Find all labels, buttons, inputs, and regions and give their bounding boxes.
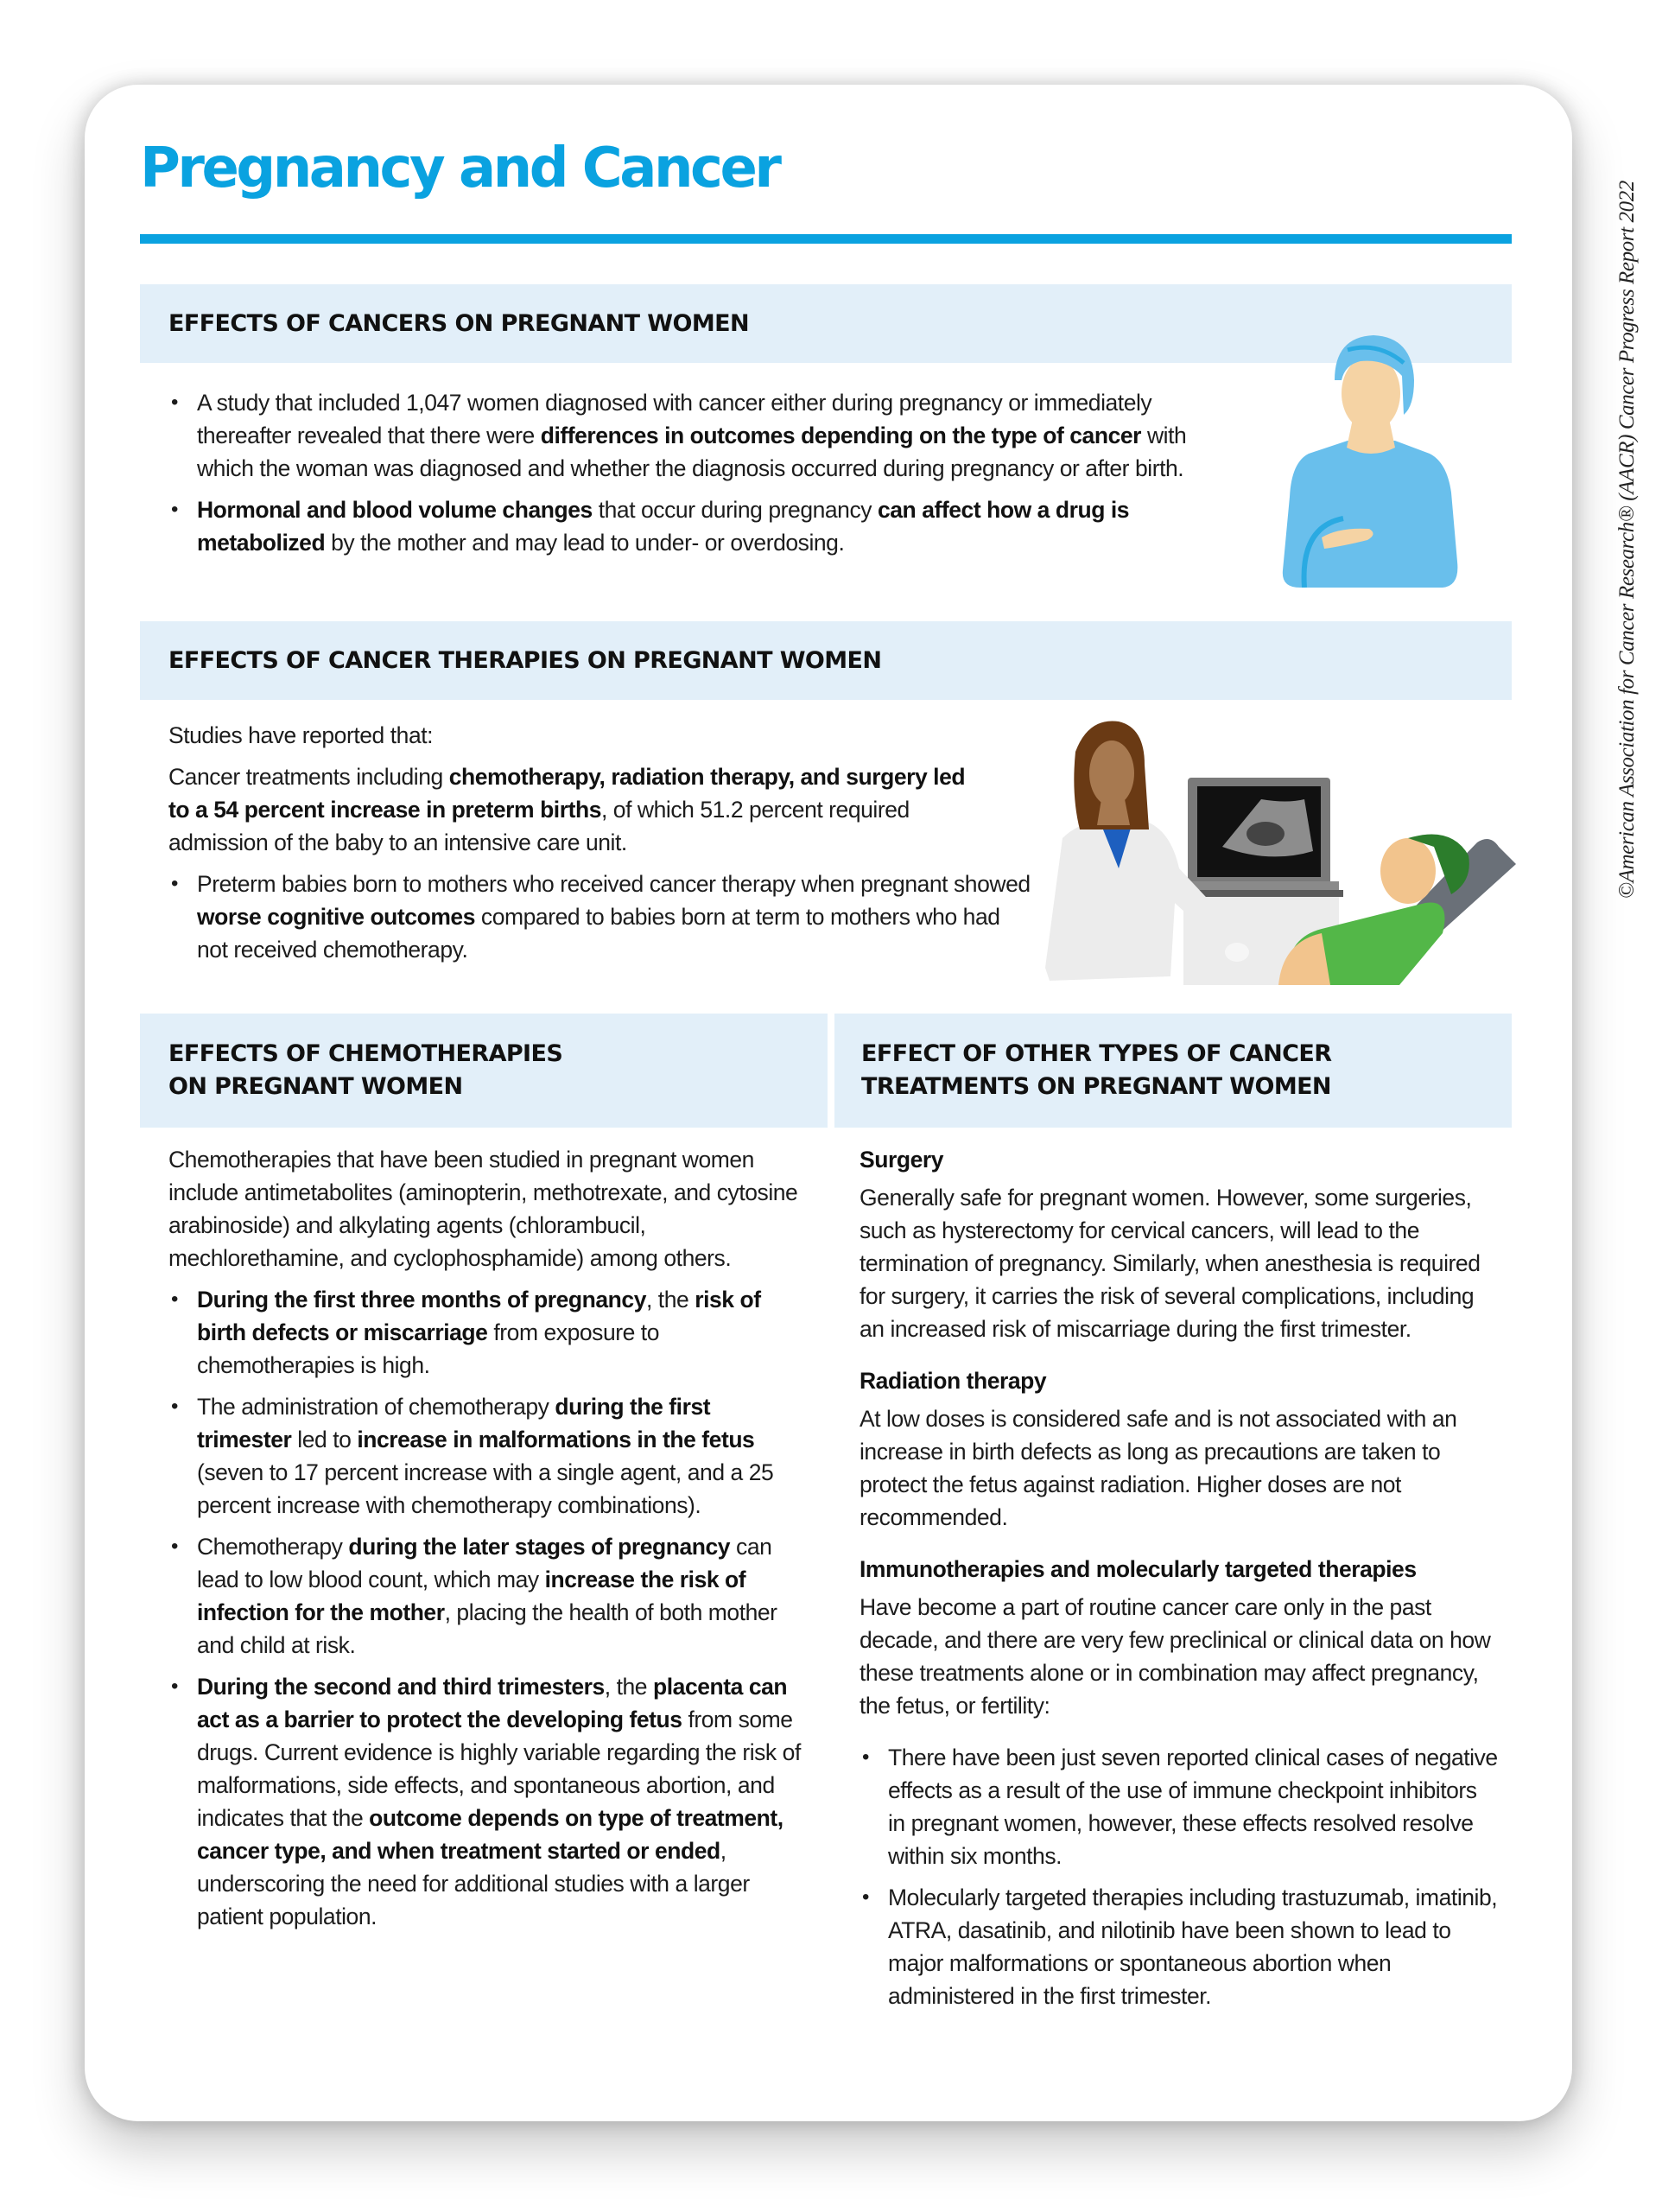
emphasis-text: Hormonal and blood volume changes	[197, 497, 593, 523]
emphasis-text: increase the risk of infection for the mother	[197, 1567, 746, 1625]
copyright-notice: ©American Association for Cancer Research® (AACR) Cancer Progress Report 2022	[1615, 181, 1639, 899]
emphasis-text: risk of birth defects or miscarriage	[197, 1287, 761, 1345]
intro-text: Studies have reported that:	[168, 722, 434, 748]
section-heading-line: EFFECT OF OTHER TYPES OF CANCER	[861, 1040, 1332, 1067]
text-run: , the	[604, 1674, 653, 1700]
preterm-births-paragraph	[168, 760, 972, 859]
section-heading-line: EFFECTS OF CHEMOTHERAPIES	[168, 1040, 563, 1067]
section-heading-line: TREATMENTS ON PREGNANT WOMEN	[861, 1073, 1331, 1100]
text-run: Cancer treatments including	[168, 764, 449, 790]
chemotherapies-intro: Chemotherapies that have been studied in pregnant women include antimetabolites (aminopterin, methotrexate, and cytosine arabinoside) and alkylating agents (chlorambucil, mechlorethamine, and cyclophosphamide) among others.	[168, 1147, 798, 1271]
text-run: that occur during pregnancy	[592, 497, 878, 523]
list-item	[168, 386, 1248, 485]
section-heading-other-treatments	[834, 1014, 1512, 1128]
bullet-list	[168, 1283, 808, 1933]
emphasis-text: outcome depends on type of treatment, cancer type, and when treatment started or ended	[197, 1805, 783, 1864]
pregnant-woman-illustration	[1274, 311, 1469, 588]
ultrasound-probe	[1225, 943, 1249, 962]
section-body-therapies	[168, 719, 1032, 975]
emphasis-text: During the second and third trimesters	[197, 1674, 605, 1700]
list-item	[168, 1530, 808, 1662]
list-item	[168, 1283, 808, 1382]
bullet-list	[168, 868, 1032, 966]
emphasis-text: during the later stages of pregnancy	[348, 1534, 731, 1560]
radiation-text: At low doses is considered safe and is not associated with an increase in birth defects as long as precautions are taken to protect the fetus against radiation. Higher doses are not recommended.	[860, 1406, 1457, 1530]
text-run: Preterm babies born to mothers who received cancer therapy when pregnant showed	[197, 871, 1031, 897]
list-item	[168, 1390, 808, 1522]
ultrasound-exam-illustration	[1028, 717, 1520, 985]
text-run: (seven to 17 percent increase with a single agent, and a 25 percent increase with chemotherapy combinations).	[197, 1459, 774, 1518]
emphasis-text: During the first three months of pregnancy	[197, 1287, 646, 1313]
section-body-chemotherapies	[168, 1143, 808, 1942]
section-heading-chemotherapies	[140, 1014, 828, 1128]
text-run: compared to babies born at term to mothers who had not received chemotherapy.	[197, 904, 1000, 963]
text-run: , of which 51.2 percent required admission of the baby to an intensive care unit.	[168, 797, 910, 855]
immunotherapy-text: Have become a part of routine cancer care only in the past decade, and there are very few preclinical or clinical data on how these treatments alone or in combination may affect pregnancy, the fetus, or fertility:	[860, 1594, 1491, 1719]
list-item	[168, 1670, 808, 1933]
title-divider	[140, 234, 1512, 244]
radiation-subheading: Radiation therapy	[860, 1368, 1047, 1394]
text-run: with which the woman was diagnosed and whether the diagnosis occurred during pregnancy or after birth.	[197, 423, 1187, 481]
text-run: , the	[645, 1287, 695, 1313]
doctor-face	[1089, 741, 1134, 806]
section-body-other-treatments	[860, 1143, 1499, 2021]
emphasis-text: increase in malformations in the fetus	[357, 1427, 755, 1452]
text-run: from exposure to chemotherapies is high.	[197, 1319, 660, 1378]
bullet-list	[860, 1741, 1499, 2012]
emphasis-text: during the first trimester	[197, 1394, 711, 1452]
text-run: , underscoring the need for additional studies with a larger patient population.	[197, 1838, 750, 1929]
text-run: The administration of chemotherapy	[197, 1394, 555, 1420]
emphasis-text: placenta can act as a barrier to protect the developing fetus	[197, 1674, 788, 1732]
section-heading-therapies	[140, 621, 1512, 700]
text-run: by the mother and may lead to under- or overdosing.	[325, 530, 845, 556]
emphasis-text: can affect how a drug is metabolized	[197, 497, 1130, 556]
doctor-neck	[1097, 799, 1130, 825]
immunotherapy-subheading: Immunotherapies and molecularly targeted therapies	[860, 1556, 1417, 1582]
surgery-text: Generally safe for pregnant women. However, some surgeries, such as hysterectomy for cervical cancers, will lead to the termination of pregnancy. Similarly, when anesthesia is required for surgery, it carries the risk of several complications, including an increased risk of miscarriage during the first trimester.	[860, 1185, 1481, 1342]
section-body-cancers	[168, 386, 1248, 568]
text-run: Chemotherapy	[197, 1534, 349, 1560]
text-run: A study that included 1,047 women diagnosed with cancer either during pregnancy or immediately thereafter revealed that there were	[197, 390, 1152, 448]
text-run: led to	[291, 1427, 358, 1452]
text-run: from some drugs. Current evidence is highly variable regarding the risk of malformations, side effects, and spontaneous abortion, and indicates that the	[197, 1707, 801, 1831]
page-title: Pregnancy and Cancer	[140, 137, 779, 200]
gown	[1283, 441, 1458, 588]
text-run: , placing the health of both mother and child at risk.	[197, 1599, 777, 1658]
section-heading-line: ON PREGNANT WOMEN	[168, 1073, 463, 1100]
bullet-list	[168, 386, 1248, 559]
emphasis-text: chemotherapy, radiation therapy, and surgery led to a 54 percent increase in preterm births	[168, 764, 966, 823]
list-item: • There have been just seven reported clinical cases of negative effects as a result of the use of immune checkpoint inhibitors in pregnant women, however, these effects resolved resolve within six months.	[860, 1741, 1499, 1872]
text-run: can lead to low blood count, which may	[197, 1534, 772, 1592]
list-item	[168, 493, 1248, 559]
patient-head	[1380, 838, 1436, 904]
section-heading-text: EFFECTS OF CANCER THERAPIES ON PREGNANT WOMEN	[168, 646, 882, 674]
emphasis-text: worse cognitive outcomes	[197, 904, 476, 930]
surgery-subheading: Surgery	[860, 1147, 944, 1173]
list-item	[168, 868, 1032, 966]
section-heading-text: EFFECTS OF CANCERS ON PREGNANT WOMEN	[168, 309, 749, 337]
emphasis-text: differences in outcomes depending on the type of cancer	[540, 423, 1142, 448]
list-item: • Molecularly targeted therapies including trastuzumab, imatinib, ATRA, dasatinib, and nilotinib have been shown to lead to major malformations or spontaneous abortion when administered in the first trimester.	[860, 1881, 1499, 2012]
fetus-silhouette	[1246, 822, 1285, 846]
